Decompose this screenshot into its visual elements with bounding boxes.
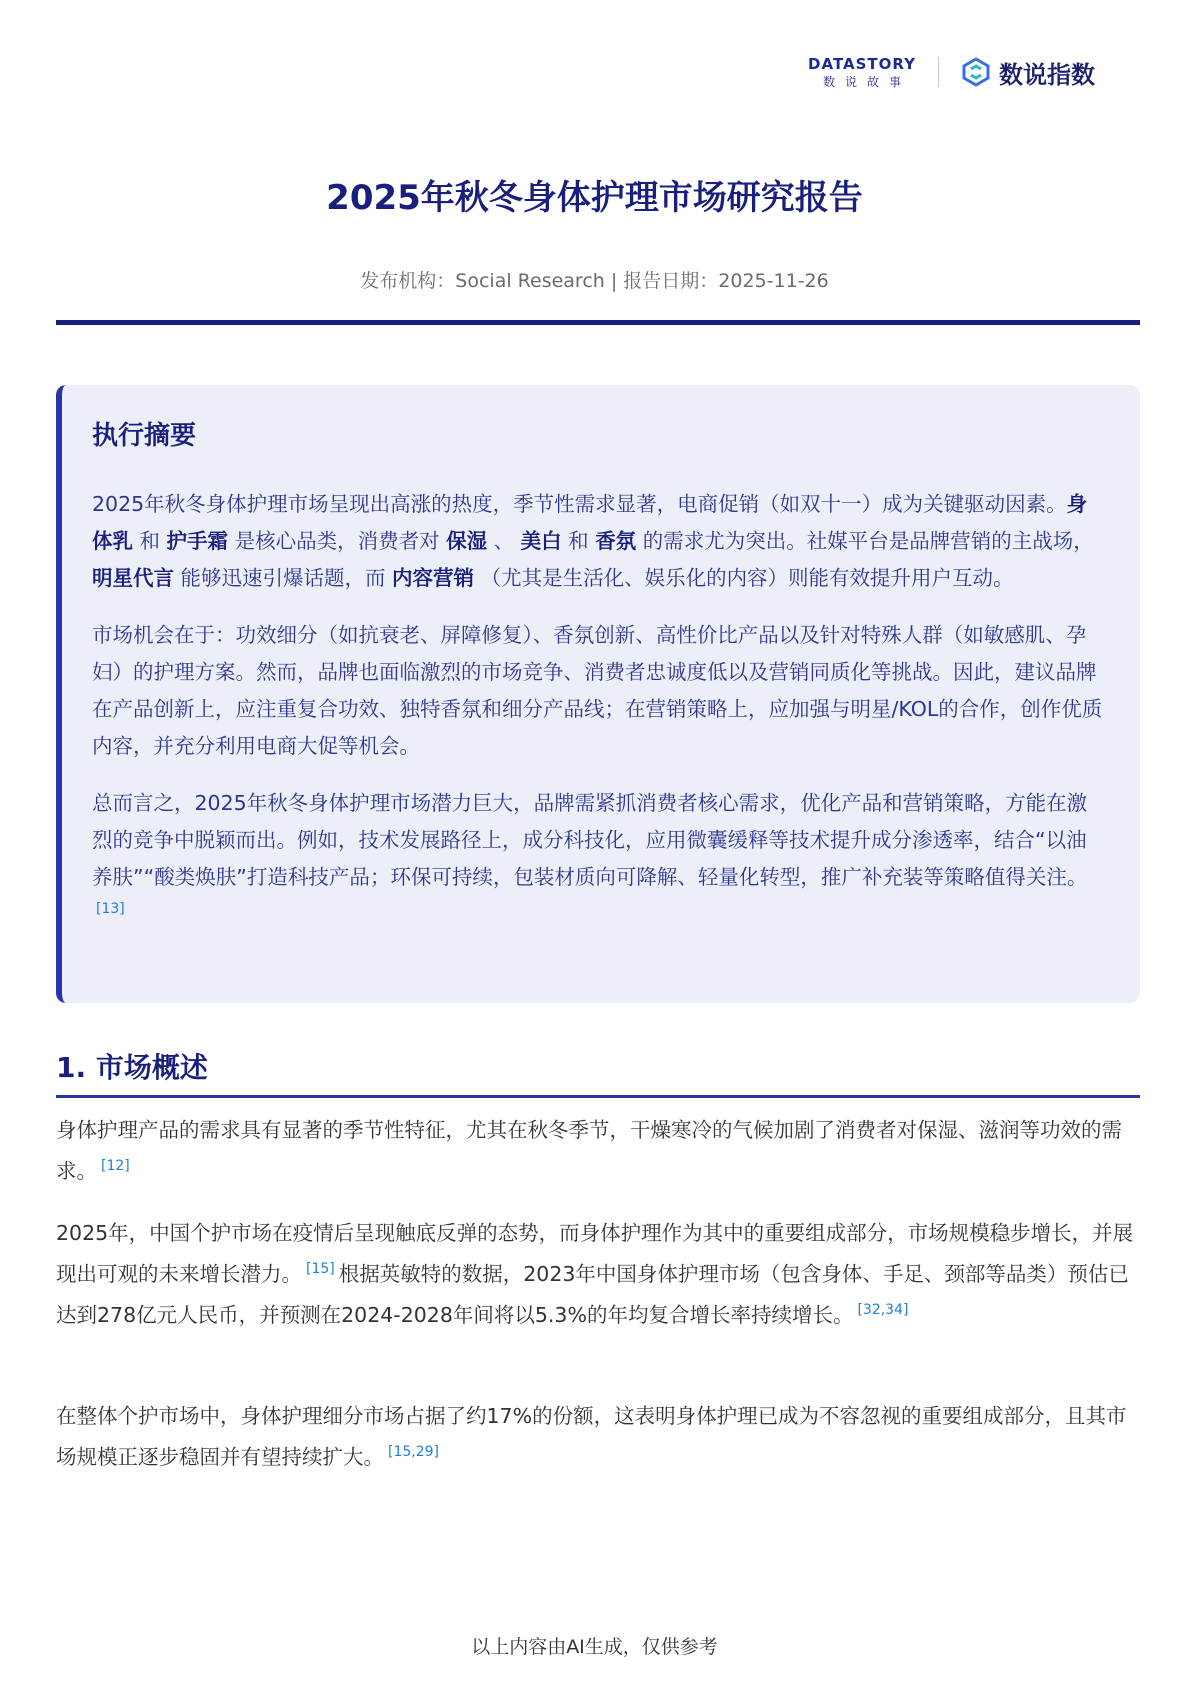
datastory-logo bbox=[808, 54, 916, 89]
executive-summary-box bbox=[56, 385, 1140, 1003]
paragraph-text: 根据英敏特的数据，2023年中国身体护理市场（包含身体、手足、颈部等品类）预估已达到278亿元人民币，并预测在2024-2028年间将以5.3%的年均复合增长率持续增长。 bbox=[56, 1262, 1129, 1327]
report-title: 2025年秋冬身体护理市场研究报告 bbox=[326, 178, 863, 218]
summary-paragraph-2: 市场机会在于：功效细分（如抗衰老、屏障修复）、香氛创新、高性价比产品以及针对特殊人群（如敏感肌、孕妇）的护理方案。然而，品牌也面临激烈的市场竞争、消费者忠诚度低以及营销同质化等挑战。因此，建议品牌在产品创新上，应注重复合功效、独特香氛和细分产品线；在营销策略上，应加强与明星/KOL的合作，创作优质内容，并充分利用电商大促等机会。 bbox=[92, 623, 1103, 758]
highlight-keyword: 护手霜 bbox=[166, 529, 229, 553]
summary-text: 、 bbox=[487, 529, 521, 553]
market-paragraph-3 bbox=[56, 1396, 1140, 1478]
summary-text: 能够迅速引爆话题，而 bbox=[174, 566, 393, 590]
paragraph-text: 在整体个护市场中，身体护理细分市场占据了约17%的份额，这表明身体护理已成为不容忽视的重要组成部分，且其市场规模正逐步稳固并有望持续扩大。 bbox=[56, 1404, 1127, 1469]
paragraph-text: 身体护理产品的需求具有显著的季节性特征，尤其在秋冬季节，干燥寒冷的气候加剧了消费者对保湿、滋润等功效的需求。 bbox=[56, 1118, 1122, 1183]
shushuo-logo-icon bbox=[961, 57, 991, 87]
shushuo-logo bbox=[961, 55, 1095, 90]
section-divider bbox=[56, 1095, 1140, 1098]
ai-disclaimer: 以上内容由AI生成，仅供参考 bbox=[471, 1636, 718, 1658]
summary-text: 的需求尤为突出。社媒平台是品牌营销的主战场， bbox=[636, 529, 1094, 553]
section-heading-market-overview: 1. 市场概述 bbox=[56, 1051, 208, 1084]
highlight-keyword: 内容营销 bbox=[392, 566, 475, 590]
header-logos bbox=[808, 52, 1095, 92]
report-meta: 发布机构：Social Research | 报告日期：2025-11-26 bbox=[360, 270, 829, 292]
citation-link[interactable]: [15,29] bbox=[388, 1444, 440, 1461]
highlight-keyword: 美白 bbox=[520, 529, 562, 553]
highlight-keyword: 身体乳 bbox=[92, 492, 1088, 553]
title-divider bbox=[56, 320, 1140, 325]
summary-text: 和 bbox=[133, 529, 167, 553]
summary-paragraph-3 bbox=[92, 785, 1106, 933]
citation-link[interactable]: [15] bbox=[306, 1261, 335, 1278]
summary-paragraph-1 bbox=[92, 486, 1106, 597]
market-paragraph-2 bbox=[56, 1213, 1140, 1336]
summary-text: （尤其是生活化、娱乐化的内容）则能有效提升用户互动。 bbox=[474, 566, 1014, 590]
summary-text: 是核心品类，消费者对 bbox=[228, 529, 447, 553]
datastory-logo-subtitle: 数说故事 bbox=[823, 74, 912, 89]
logo-divider bbox=[938, 57, 939, 87]
citation-link[interactable]: [13] bbox=[96, 901, 125, 918]
highlight-keyword: 保湿 bbox=[446, 529, 488, 553]
citation-link[interactable]: [32,34] bbox=[857, 1302, 909, 1319]
summary-text: 2025年秋冬身体护理市场呈现出高涨的热度，季节性需求显著，电商促销（如双十一）成为关键驱动因素。 bbox=[92, 492, 1067, 516]
summary-text: 和 bbox=[561, 529, 596, 553]
executive-summary-heading: 执行摘要 bbox=[92, 421, 197, 451]
highlight-keyword: 明星代言 bbox=[92, 566, 174, 590]
market-paragraph-1 bbox=[56, 1110, 1140, 1192]
datastory-logo-wordmark: DATASTORY bbox=[808, 54, 916, 73]
paragraph-text: 2025年，中国个护市场在疫情后呈现触底反弹的态势，而身体护理作为其中的重要组成部分，市场规模稳步增长，并展现出可观的未来增长潜力。 bbox=[56, 1221, 1134, 1286]
shushuo-logo-text: 数说指数 bbox=[999, 60, 1095, 89]
citation-link[interactable]: [12] bbox=[101, 1158, 130, 1175]
highlight-keyword: 香氛 bbox=[595, 529, 637, 553]
summary-text: 总而言之，2025年秋冬身体护理市场潜力巨大，品牌需紧抓消费者核心需求，优化产品和营销策略，方能在激烈的竞争中脱颖而出。例如，技术发展路径上，成分科技化，应用微囊缓释等技术提升成分渗透率，结合“以油养肤”“酸类焕肤”打造科技产品；环保可持续，包装材质向可降解、轻量化转型，推广补充装等策略值得关注。 bbox=[92, 791, 1088, 889]
